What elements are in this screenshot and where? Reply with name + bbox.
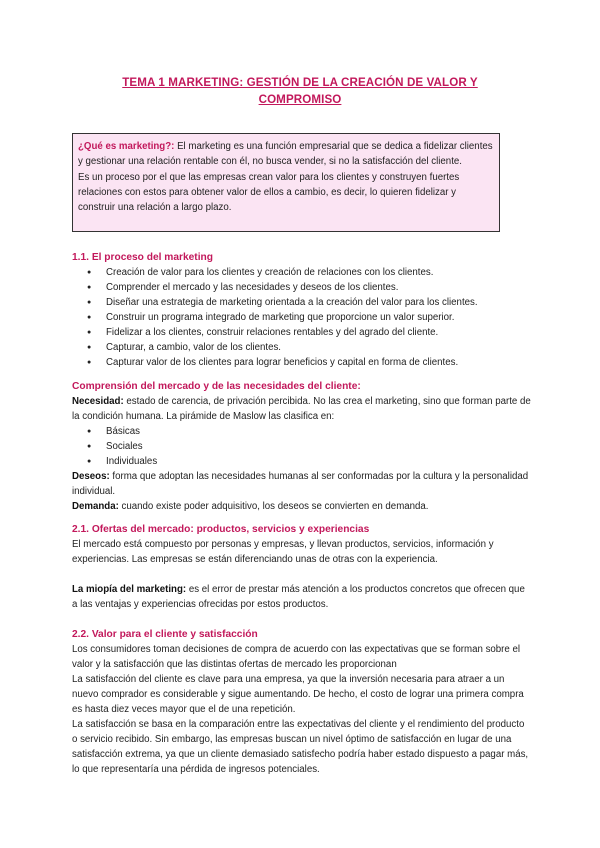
section-2-2-heading: 2.2. Valor para el cliente y satisfacción (72, 629, 258, 640)
necesidad-term: Necesidad: (72, 396, 124, 407)
valor-paragraph-1: Los consumidores toman decisiones de compra de acuerdo con las expectativas que se forman sobre el valor y la satisfacción que las distintas ofertas de mercado les proporcionan (72, 644, 521, 670)
list-item: ● Básicas (72, 424, 532, 439)
section-2-1-heading: 2.1. Ofertas del mercado: productos, servicios y experiencias (72, 524, 370, 535)
title-line-1: TEMA 1 MARKETING: GESTIÓN DE LA CREACIÓN DE VALOR Y (122, 76, 478, 89)
definition-box (72, 133, 500, 232)
list-item: ● Construir un programa integrado de marketing que proporcione un valor superior. (72, 310, 532, 325)
list-item: ● Sociales (72, 439, 532, 454)
title-line-2: COMPROMISO (258, 93, 342, 106)
list-item: ● Capturar valor de los clientes para lograr beneficios y capital en forma de clientes. (72, 355, 532, 370)
list-item: ● Capturar, a cambio, valor de los clientes. (72, 340, 532, 355)
section-1-1-heading: 1.1. El proceso del marketing (72, 252, 213, 263)
definition-answer: El marketing es una función empresarial que se dedica a fidelizar clientes y gestionar una relación rentable con él, no busca vender, si no la satisfacción del cliente. (78, 141, 493, 168)
valor-paragraph-3: La satisfacción se basa en la comparación entre las expectativas del cliente y el rendimiento del producto o servicio recibido. Sin embargo, las empresas buscan un nivel óptimo de satisfacción en lugar de una satisfacción extrema, ya que un cliente demasiado satisfecho podría haber estado dispuesto a pagar más, lo que representaría una pérdida de ingresos potenciales. (72, 719, 529, 775)
definition-paragraph-1 (78, 139, 495, 170)
section-2-1 (72, 522, 532, 612)
deseos-term: Deseos: (72, 471, 110, 482)
demanda-paragraph (72, 499, 532, 514)
definition-paragraph-2: Es un proceso por el que las empresas crean valor para los clientes y construyen fuertes relaciones con estos para obtener valor de ellos a cambio, es decir, lo quieren fidelizar y construir una relación a largo plazo. (78, 171, 460, 214)
demanda-text: cuando existe poder adquisitivo, los deseos se convierten en demanda. (118, 501, 429, 512)
section-2-2 (72, 627, 532, 777)
demanda-term: Demanda: (72, 501, 119, 512)
miopia-text: es el error de prestar más atención a los productos concretos que ofrecen que a las ventajas y experiencias ofrecidas por estos productos. (72, 584, 525, 610)
needs-list (72, 424, 532, 469)
definition-question: ¿Qué es marketing?: (78, 141, 175, 152)
valor-paragraph-2: La satisfacción del cliente es clave para una empresa, ya que la inversión necesaria para atraer a un nuevo comprador es considerable y sigue aumentando. De hecho, el costo de lograr una primera compra es hasta diez veces mayor que el de una repetición. (72, 674, 524, 715)
miopia-paragraph (72, 582, 532, 612)
necesidad-text: estado de carencia, de privación percibida. No las crea el marketing, sino que forman parte de la condición humana. La pirámide de Maslow las clasifica en: (72, 396, 531, 422)
list-item: ● Comprender el mercado y las necesidades y deseos de los clientes. (72, 280, 532, 295)
list-item: ● Diseñar una estrategia de marketing orientada a la creación del valor para los clientes. (72, 295, 532, 310)
document-title (90, 74, 510, 108)
list-item: ● Individuales (72, 454, 532, 469)
miopia-term: La miopía del marketing: (72, 584, 187, 595)
mercado-paragraph: El mercado está compuesto por personas y empresas, y llevan productos, servicios, información y experiencias. Las empresas se están diferenciando unas de otras con la experiencia. (72, 539, 494, 565)
comprension-heading: Comprensión del mercado y de las necesidades del cliente: (72, 381, 361, 392)
marketing-process-list (72, 265, 532, 370)
deseos-paragraph (72, 469, 532, 499)
section-comprension (72, 379, 532, 514)
list-item: ● Fidelizar a los clientes, construir relaciones rentables y del agrado del cliente. (72, 325, 532, 340)
section-1-1 (72, 250, 532, 370)
deseos-text: forma que adoptan las necesidades humanas al ser conformadas por la cultura y la personalidad individual. (72, 471, 529, 497)
list-item: ● Creación de valor para los clientes y creación de relaciones con los clientes. (72, 265, 532, 280)
necesidad-paragraph (72, 394, 532, 424)
